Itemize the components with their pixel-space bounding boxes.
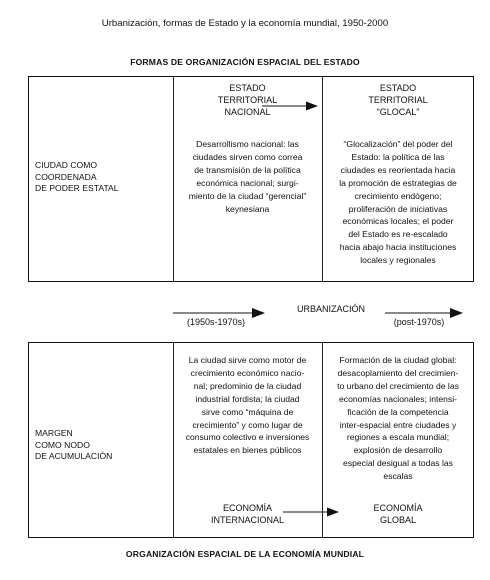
heading-line: NACIONAL	[224, 107, 271, 117]
text-line: hacia abajo hacia instituciones	[339, 242, 457, 253]
text-line: sirve como “máquina de	[201, 406, 294, 417]
urbanization-arrow-right	[385, 308, 463, 318]
top-row-label-line: DE PODER ESTATAL	[35, 183, 119, 193]
heading-line: “GLOCAL”	[376, 107, 420, 117]
text-line: explosión de desarrollo	[353, 445, 443, 456]
text-line: de transmisión de la política	[194, 164, 301, 175]
heading-line: ECONOMÍA	[373, 503, 423, 513]
figure-caption: Urbanización, formas de Estado y la economía mundial, 1950-2000	[101, 18, 389, 29]
text-line: industrial fordista; la ciudad	[195, 393, 300, 404]
top-row-label-line: CIUDAD COMO	[35, 160, 98, 170]
bottom-economy-arrow	[283, 508, 339, 517]
text-line: consumo colectivo e inversiones	[185, 432, 310, 443]
heading-line: INTERNACIONAL	[210, 515, 284, 525]
heading-line: ESTADO	[229, 83, 266, 93]
text-line: ciudades sirven como correa	[192, 151, 303, 162]
text-line: to urbano del crecimiento de las	[337, 380, 459, 391]
text-line: del Estado es re-escalado	[348, 229, 448, 240]
text-line: economías nacionales; intensi-	[339, 393, 457, 404]
text-line: ciudades es reorientada hacia	[340, 164, 456, 175]
text-line: económicas locales; el poder	[342, 216, 454, 227]
text-line: keynesiana	[225, 203, 270, 214]
text-line: crecimiento económico nacio-	[190, 367, 305, 378]
text-line: Desarrollismo nacional: las	[196, 139, 299, 149]
urbanization-label: URBANIZACIÓN	[296, 304, 365, 314]
text-line: La ciudad sirve como motor de	[188, 355, 307, 365]
heading-line: TERRITORIAL	[368, 95, 428, 105]
text-line: ficación de la competencia	[347, 406, 449, 417]
period-right-label: (post-1970s)	[393, 317, 445, 327]
text-line: económica nacional; surgi-	[196, 177, 299, 188]
text-line: crecimiento endógeno;	[354, 190, 442, 201]
text-line: inter-espacial entre ciudades y	[339, 419, 457, 430]
text-line: locales y regionales	[360, 255, 436, 266]
heading-line: ESTADO	[379, 83, 417, 93]
text-line: nal; predominio de la ciudad	[193, 380, 302, 391]
period-left-label: (1950s-1970s)	[186, 317, 246, 327]
bottom-row-label-line: MARGEN	[35, 428, 73, 438]
text-line: proliferación de iniciativas	[348, 203, 448, 214]
text-line: escalas	[383, 471, 413, 482]
text-line: regiones a escala mundial;	[346, 432, 450, 443]
bottom-row-label-line: DE ACUMULACIÓN	[35, 451, 113, 461]
text-line: especial desigual a todas las	[343, 458, 453, 469]
text-line: Estado: la política de las	[351, 151, 445, 162]
text-line: desacoplamiento del crecimien-	[337, 367, 459, 378]
top-row-label-line: COORDENADA	[35, 171, 97, 182]
text-line: Formación de la ciudad global:	[339, 355, 457, 365]
heading-line: TERRITORIAL	[217, 95, 278, 105]
heading-line: ECONOMÍA	[222, 503, 272, 513]
top-heading: FORMAS DE ORGANIZACIÓN ESPACIAL DEL ESTADO	[130, 57, 360, 67]
text-line: crecimiento” y como lugar de	[192, 419, 303, 430]
bottom-row-label-line: COMO NODO	[35, 439, 90, 450]
text-line: estatales en bienes públicos	[193, 445, 302, 456]
heading-line: GLOBAL	[379, 515, 417, 525]
text-line: la promoción de estrategias de	[339, 177, 457, 188]
top-state-arrow	[262, 102, 318, 111]
urbanization-arrow-left	[173, 308, 265, 318]
text-line: miento de la ciudad “gerencial”	[188, 190, 307, 201]
bottom-heading: ORGANIZACIÓN ESPACIAL DE LA ECONOMÍA MUNDIAL	[125, 549, 365, 559]
text-line: “Glocalización” del poder del	[343, 139, 453, 149]
